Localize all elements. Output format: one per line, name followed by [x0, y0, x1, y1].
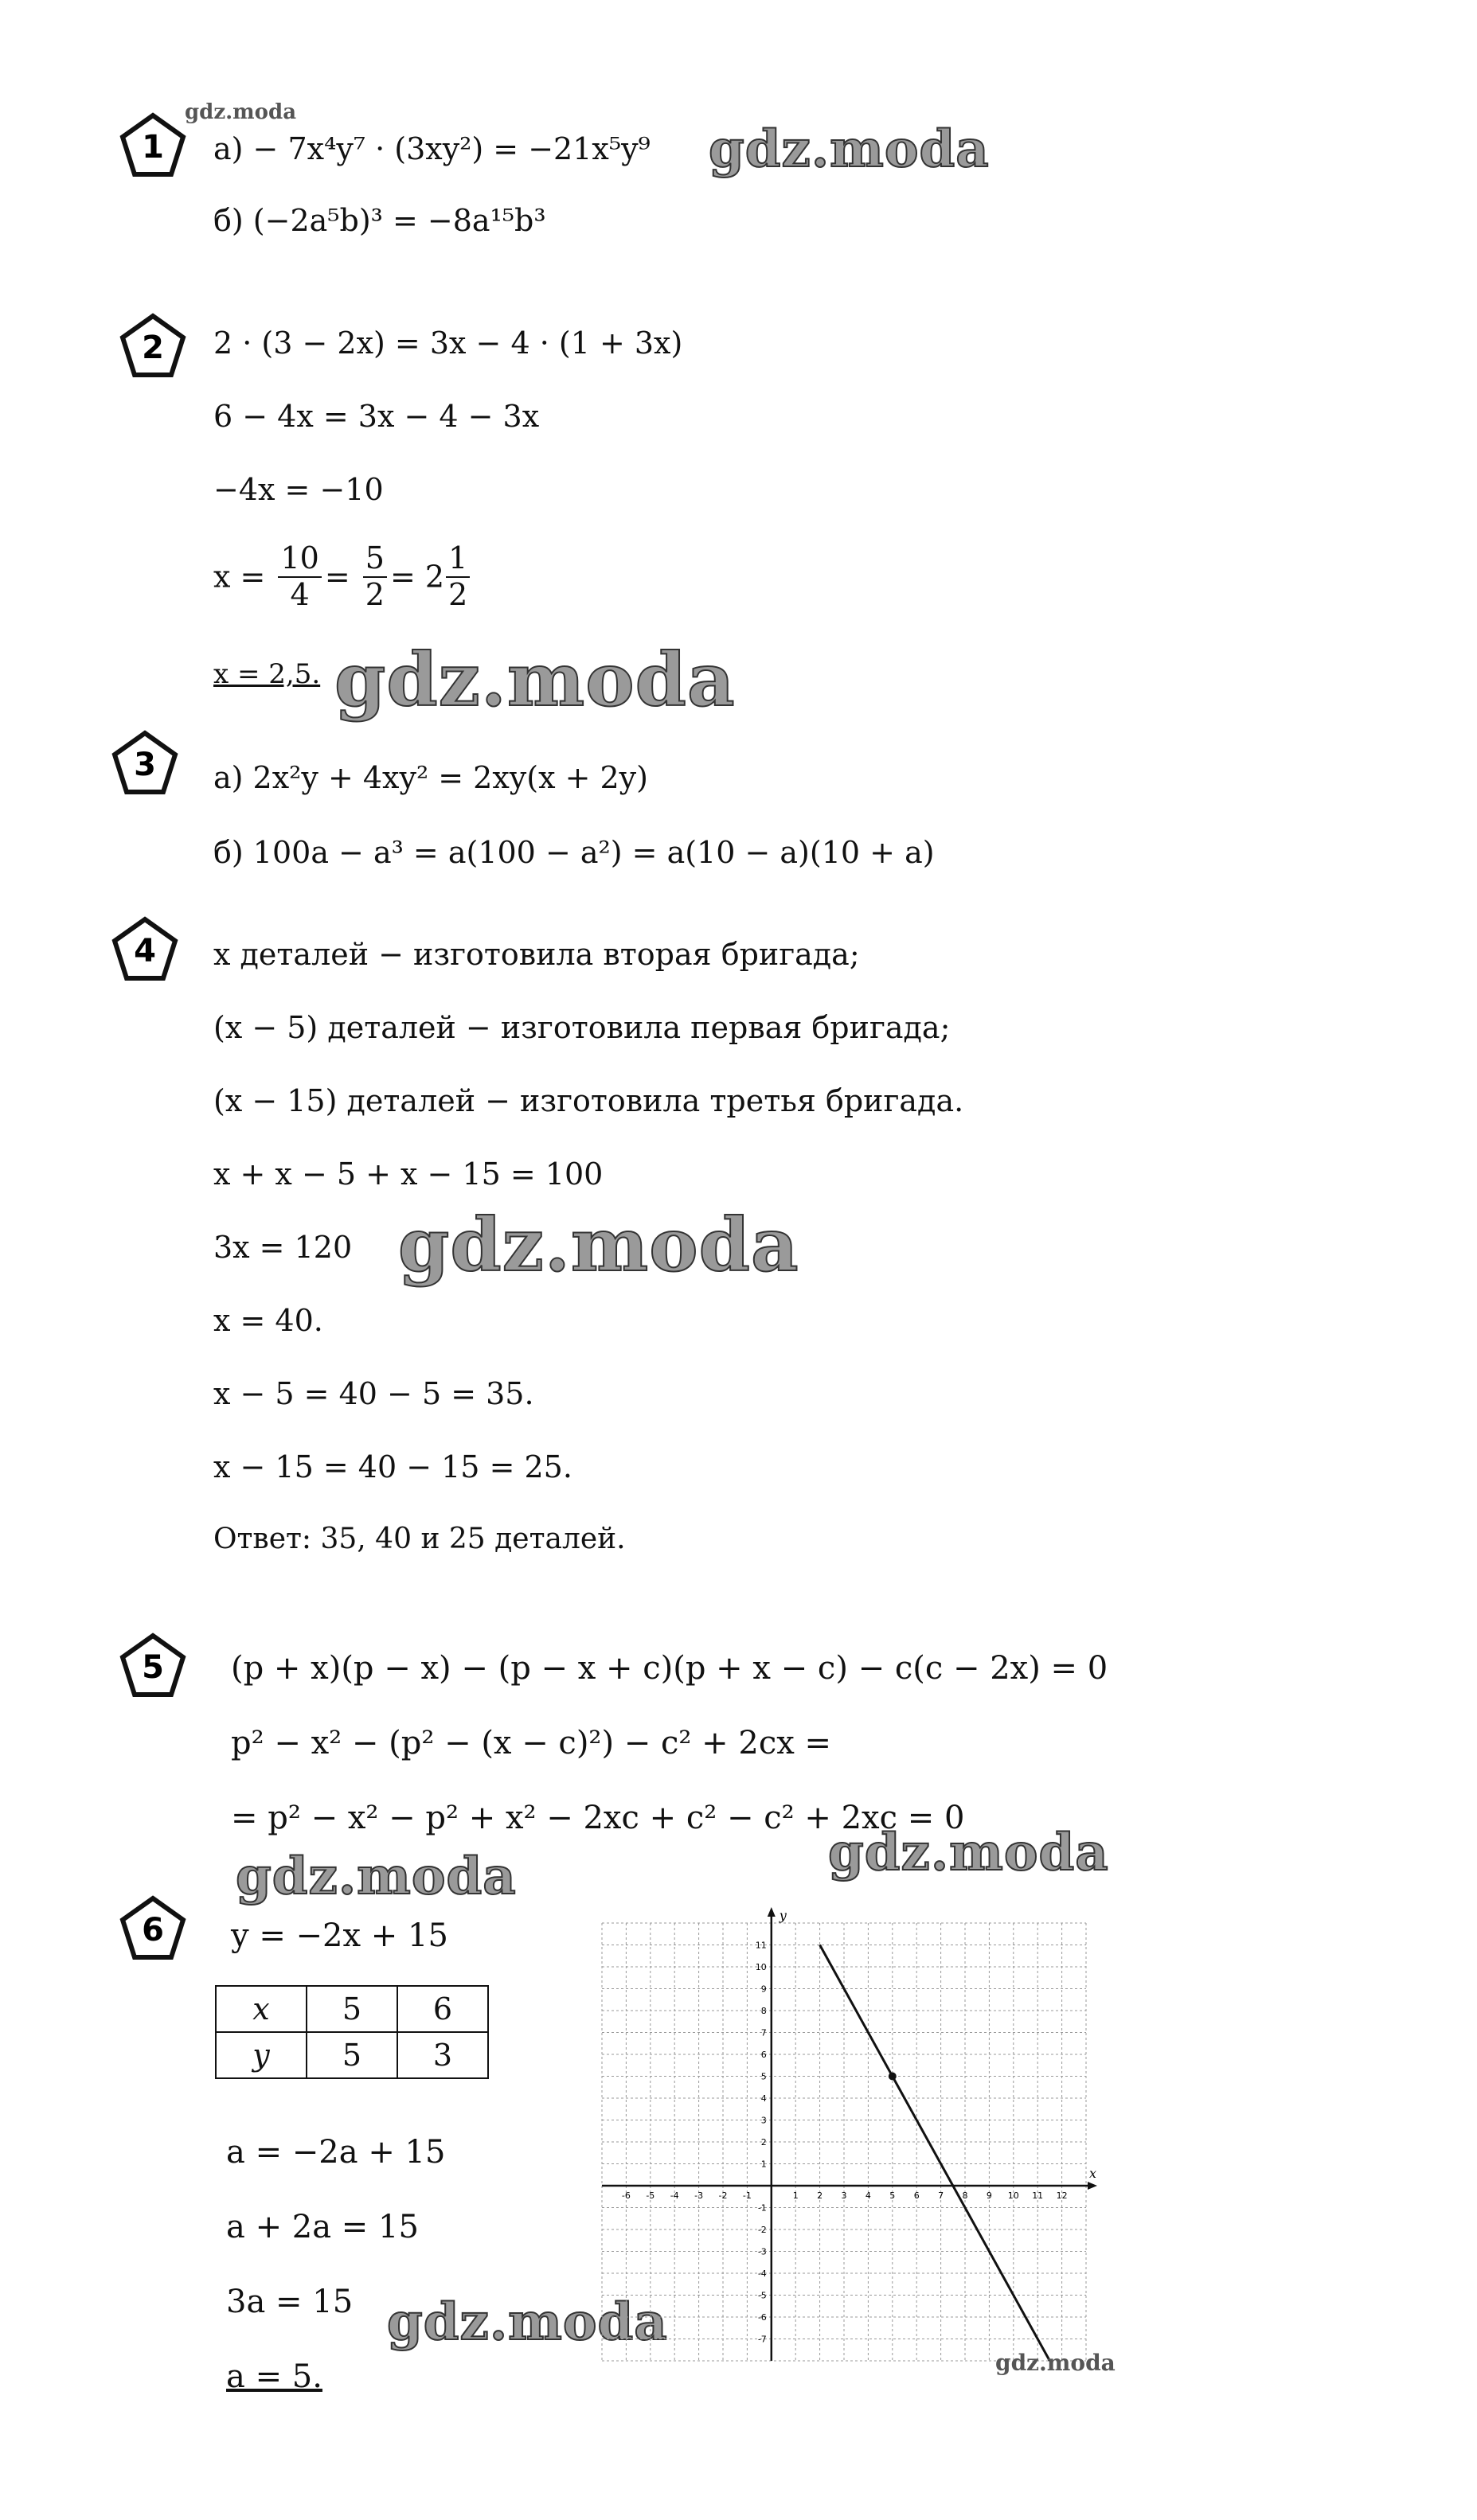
y-tick-label: 6 [760, 2050, 767, 2060]
y-tick-label: -1 [757, 2202, 767, 2214]
x-tick-label: 1 [792, 2190, 799, 2201]
x-tick-label: -5 [646, 2190, 655, 2201]
x-tick-label: -1 [742, 2190, 752, 2201]
task-4-line-3: (x − 15) деталей − изготовила третья бригада. [213, 1083, 964, 1118]
x-tick-label: 5 [889, 2190, 896, 2201]
x-tick-label: 12 [1056, 2190, 1068, 2201]
function-line [820, 1945, 1050, 2362]
x-tick-label: 4 [865, 2190, 871, 2201]
svg-text:2: 2 [142, 330, 164, 366]
x-tick-label: 2 [817, 2190, 823, 2201]
fraction-1-2: $\frac{1}{2}$ [446, 541, 470, 612]
y-tick-label: 3 [760, 2115, 767, 2126]
task-5-line-3: = p² − x² − p² + x² − 2xc + c² − c² + 2xc = 0 [231, 1800, 965, 1836]
task-1-badge [119, 111, 186, 178]
fraction-5-2: $\frac{5}{2}$ [363, 541, 387, 612]
watermark-small: gdz.moda [185, 100, 297, 124]
x-tick-label: -2 [718, 2190, 728, 2201]
task-2-line-3: −4x = −10 [213, 472, 384, 507]
y-axis-label: y [779, 1908, 787, 1923]
task-5-badge [119, 1632, 186, 1699]
x-tick-label: -4 [670, 2190, 679, 2201]
y-tick-label: -5 [757, 2290, 767, 2301]
y-tick-label: 5 [760, 2071, 767, 2082]
y-tick-label: 2 [760, 2137, 767, 2147]
table-row [216, 2032, 488, 2078]
function-graph [589, 1902, 1099, 2380]
data-point [889, 2073, 897, 2081]
value-table [215, 1985, 489, 2079]
x-axis-label: x [1089, 2166, 1097, 2181]
watermark: gdz.moda [387, 2292, 668, 2352]
svg-text:3: 3 [134, 747, 156, 783]
task-2-line-1: 2 · (3 − 2x) = 3x − 4 · (1 + 3x) [213, 326, 683, 361]
x-tick-label: 6 [913, 2190, 920, 2201]
y-tick-label: -4 [757, 2268, 767, 2279]
svg-text:5: 5 [142, 1649, 164, 1686]
task-1-line-a: а) − 7x⁴y⁷ · (3xy²) = −21x⁵y⁹ [213, 131, 651, 166]
x-tick-label: -3 [694, 2190, 704, 2201]
task-5-line-2: p² − x² − (p² − (x − c)²) − c² + 2cx = [231, 1725, 832, 1761]
y-tick-label: 1 [760, 2159, 767, 2170]
watermark-small: gdz.moda [995, 2350, 1116, 2376]
task-4-line-4: x + x − 5 + x − 15 = 100 [213, 1157, 604, 1192]
task-3-badge [111, 729, 178, 796]
task-6-badge [119, 1894, 186, 1961]
table-cell: 3 [397, 2032, 488, 2078]
task-6-line-2: a + 2a = 15 [226, 2209, 419, 2245]
task-3-line-b: б) 100a − a³ = a(100 − a²) = a(10 − a)(10 + a) [213, 835, 935, 870]
watermark: gdz.moda [334, 637, 736, 723]
task-6-line-1: a = −2a + 15 [226, 2134, 446, 2171]
watermark: gdz.moda [709, 119, 990, 179]
task-2-badge [119, 312, 186, 379]
frac-prefix: x = [213, 559, 266, 595]
y-tick-label: 10 [755, 1962, 767, 1972]
x-tick-label: -6 [621, 2190, 631, 2201]
y-tick-label: 9 [760, 1984, 767, 1995]
task-2-answer: x = 2,5. [213, 658, 321, 690]
task-6-answer: a = 5. [226, 2358, 322, 2395]
task-4-line-2: (x − 5) деталей − изготовила первая бригада; [213, 1010, 951, 1045]
task-4-line-5: 3x = 120 [213, 1230, 353, 1265]
task-4-badge [111, 915, 178, 982]
y-tick-label: 4 [760, 2093, 767, 2104]
watermark: gdz.moda [828, 1823, 1109, 1882]
task-4-line-8: x − 15 = 40 − 15 = 25. [213, 1449, 572, 1484]
task-6-line-3: 3a = 15 [226, 2284, 354, 2320]
y-tick-label: 8 [760, 2006, 767, 2016]
x-tick-label: 9 [986, 2190, 992, 2201]
task-4-line-1: x деталей − изготовила вторая бригада; [213, 937, 860, 972]
table-cell: 6 [397, 1986, 488, 2032]
task-1-line-b: б) (−2a⁵b)³ = −8a¹⁵b³ [213, 203, 546, 238]
watermark: gdz.moda [236, 1847, 517, 1906]
svg-text:1: 1 [142, 129, 164, 166]
table-cell: 5 [307, 1986, 397, 2032]
y-tick-label: 7 [760, 2027, 767, 2038]
table-header-y: y [216, 2032, 307, 2078]
task-2-fraction-line: x = $\frac{10}{4}$ = $\frac{5}{2}$ = 2 $\frac{1}{2}$ [213, 541, 473, 612]
y-tick-label: -3 [757, 2246, 767, 2257]
table-row [216, 1986, 488, 2032]
svg-text:4: 4 [134, 933, 156, 969]
task-4-answer: Ответ: 35, 40 и 25 деталей. [213, 1523, 626, 1555]
fraction-10-4: $\frac{10}{4}$ [278, 541, 321, 612]
x-tick-label: 11 [1032, 2190, 1044, 2201]
graph-axes [602, 1907, 1097, 2361]
x-tick-label: 8 [962, 2190, 968, 2201]
y-axis-arrow [768, 1907, 776, 1917]
task-5-line-1: (p + x)(p − x) − (p − x + c)(p + x − c) − c(c − 2x) = 0 [231, 1650, 1108, 1687]
graph-plot [820, 1945, 1050, 2362]
x-tick-label: 7 [938, 2190, 944, 2201]
task-4-line-7: x − 5 = 40 − 5 = 35. [213, 1376, 534, 1411]
watermark: gdz.moda [398, 1202, 799, 1288]
task-4-line-6: x = 40. [213, 1303, 323, 1338]
task-2-line-2: 6 − 4x = 3x − 4 − 3x [213, 399, 540, 434]
task-3-line-a: а) 2x²y + 4xy² = 2xy(x + 2y) [213, 760, 648, 795]
y-tick-label: -6 [757, 2312, 767, 2323]
table-cell: 5 [307, 2032, 397, 2078]
x-tick-label: 10 [1007, 2190, 1019, 2201]
y-tick-label: -7 [757, 2334, 767, 2345]
x-axis-arrow [1088, 2182, 1097, 2190]
x-tick-label: 3 [841, 2190, 847, 2201]
mixed-whole: 2 [424, 559, 445, 595]
table-header-x: x [216, 1986, 307, 2032]
svg-text:6: 6 [142, 1912, 164, 1949]
y-tick-label: 11 [755, 1940, 767, 1951]
y-tick-label: -2 [757, 2225, 767, 2235]
task-6-equation: y = −2x + 15 [231, 1917, 448, 1954]
